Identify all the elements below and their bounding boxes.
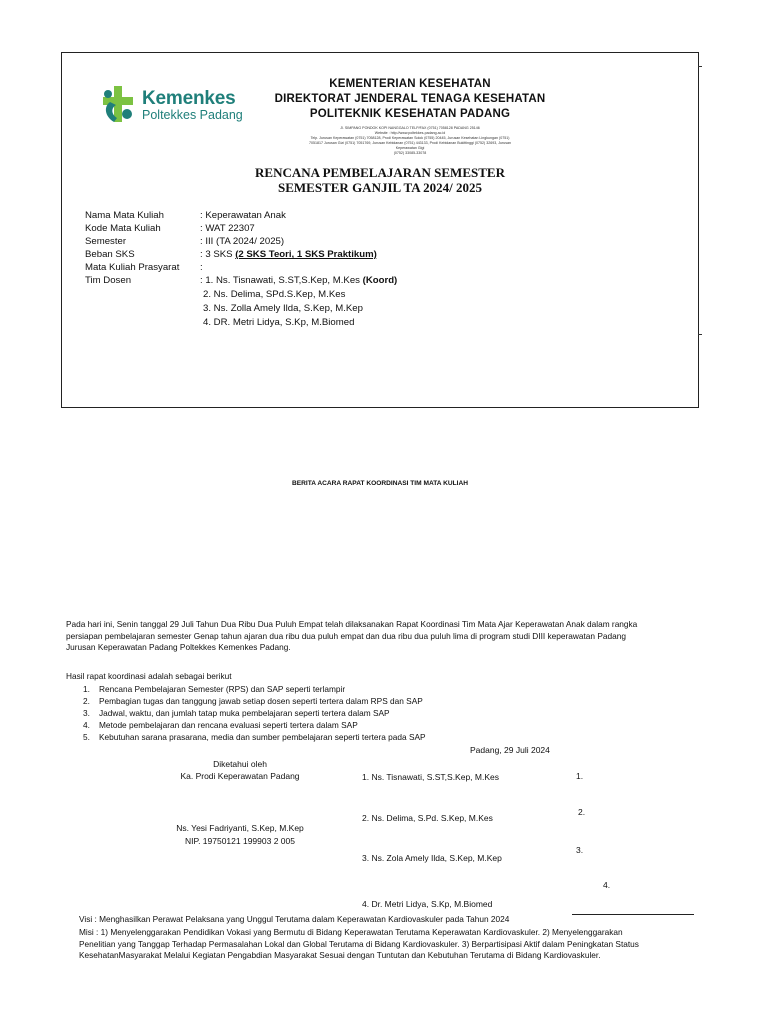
course-label: Mata Kuliah Prasyarat bbox=[85, 262, 180, 273]
list-number: 4. bbox=[83, 720, 90, 730]
list-item bbox=[83, 720, 358, 732]
course-value-wrap bbox=[200, 249, 377, 260]
course-value: : Keperawatan Anak bbox=[200, 210, 286, 221]
paragraph-line: Jurusan Keperawatan Padang Poltekkes Kemenkes Padang. bbox=[66, 642, 291, 653]
footer-rule bbox=[572, 914, 694, 915]
address-line: Website : http://www.poltekkes-padang.ac.id bbox=[374, 131, 446, 135]
header-institution: POLITEKNIK KESEHATAN PADANG bbox=[309, 108, 511, 120]
course-label: Nama Mata Kuliah bbox=[85, 210, 164, 221]
misi-line: Misi : 1) Menyelenggarakan Pendidikan Vokasi yang Bermutu di Bidang Keperawatan Terutama Keperawatan Kardiovaskuler. 2) Menyelenggarakan bbox=[79, 927, 623, 937]
course-value-wrap bbox=[200, 275, 397, 286]
list-text: Kebutuhan sarana prasarana, media dan sumber pembelajaran seperti tertera pada SAP bbox=[99, 732, 426, 742]
list-number: 3. bbox=[83, 708, 90, 718]
credits-breakdown: (2 SKS Teori, 1 SKS Praktikum) bbox=[235, 249, 377, 260]
list-number: 5. bbox=[83, 732, 90, 742]
course-value: : 3 SKS bbox=[200, 249, 236, 260]
course-value: : III (TA 2024/ 2025) bbox=[200, 236, 285, 247]
paragraph-line: persiapan pembelajaran semester Genap tahun ajaran dua ribu dua puluh empat dan dua ribu dua puluh lima di program studi DIII keperawatan Padang bbox=[66, 630, 626, 641]
lecturer-item: 2. Ns. Delima, SPd.S.Kep, M.Kes bbox=[203, 289, 346, 300]
list-number: 2. bbox=[83, 696, 90, 706]
head-nip: NIP. 19750121 199903 2 005 bbox=[185, 836, 295, 846]
address-line: Telp. Jurusan Keperawatan (0751) 7058128, Prodi Keperawatan Solok (0755) 20445, Jurusan Kesehatan Lingkungan (0751) bbox=[310, 136, 510, 140]
list-item bbox=[83, 732, 426, 744]
member-name: 4. Dr. Metri Lidya, S.Kp, M.Biomed bbox=[362, 899, 493, 909]
member-name: 2. Ns. Delima, S.Pd. S.Kep, M.Kes bbox=[362, 813, 493, 823]
margin-tick bbox=[698, 334, 702, 335]
kemenkes-logo-icon bbox=[100, 84, 136, 124]
course-value: : 1. Ns. Tisnawati, S.ST,S.Kep, M.Kes bbox=[200, 275, 363, 286]
address-line: Keperawatan Gigi bbox=[395, 146, 425, 150]
course-value: : WAT 22307 bbox=[200, 223, 255, 234]
signature-mark: 3. bbox=[576, 845, 584, 855]
list-text: Rencana Pembelajaran Semester (RPS) dan SAP seperti terlampir bbox=[99, 684, 346, 694]
logo-name: Kemenkes bbox=[142, 88, 236, 109]
address-line: 7051817 Jurusan Gizi (0751) 7051769, Jurusan Kebidanan (0751) 443133, Prodi Kebidanan Bukittinggi (0752) 32693, Jurusan bbox=[309, 141, 511, 145]
signature-mark: 4. bbox=[603, 880, 611, 890]
known-by: Diketahui oleh bbox=[213, 759, 267, 769]
logo-subname: Poltekkes Padang bbox=[142, 108, 243, 122]
rps-semester: SEMESTER GANJIL TA 2024/ 2025 bbox=[278, 180, 482, 195]
lecturer-item: 4. DR. Metri Lidya, S.Kp, M.Biomed bbox=[203, 317, 355, 328]
head-name: Ns. Yesi Fadriyanti, S.Kep, M.Kep bbox=[176, 823, 304, 833]
margin-tick bbox=[698, 66, 702, 67]
misi-block bbox=[79, 927, 719, 962]
address-line: (0752) 33085-33078 bbox=[393, 151, 427, 155]
address-line: Jl. SIMPANG PONDOK KOPI NANGGALO TELP/FAX (0751) 7058128 PADANG 25146 bbox=[340, 126, 480, 130]
course-label: Beban SKS bbox=[85, 249, 135, 260]
course-label: Semester bbox=[85, 236, 127, 247]
signature-mark: 2. bbox=[578, 807, 586, 817]
visi-text: Visi : Menghasilkan Perawat Pelaksana yang Unggul Terutama dalam Keperawatan Kardiovaskuler pada Tahun 2024 bbox=[79, 914, 510, 924]
hasil-label: Hasil rapat koordinasi adalah sebagai berikut bbox=[66, 671, 232, 681]
course-label: Tim Dosen bbox=[85, 275, 132, 286]
course-label: Kode Mata Kuliah bbox=[85, 223, 161, 234]
head-position: Ka. Prodi Keperawatan Padang bbox=[180, 771, 300, 781]
rps-title: RENCANA PEMBELAJARAN SEMESTER bbox=[255, 165, 505, 180]
course-info bbox=[85, 210, 585, 335]
list-number: 1. bbox=[83, 684, 90, 694]
list-text: Metode pembelajaran dan rencana evaluasi seperti tertera dalam SAP bbox=[99, 720, 358, 730]
coordinator-tag: (Koord) bbox=[362, 275, 398, 286]
berita-acara-title: BERITA ACARA RAPAT KOORDINASI TIM MATA KULIAH bbox=[291, 480, 469, 487]
berita-paragraph bbox=[66, 619, 716, 654]
header-ministry: KEMENTERIAN KESEHATAN bbox=[329, 78, 491, 90]
list-item bbox=[83, 696, 423, 708]
course-value: : bbox=[200, 262, 203, 273]
member-name: 3. Ns. Zola Amely Ilda, S.Kep, M.Kep bbox=[362, 853, 502, 863]
list-text: Pembagian tugas dan tanggung jawab setiap dosen seperti tertera dalam RPS dan SAP bbox=[99, 696, 423, 706]
misi-line: KesehatanMasyarakat Melalui Kegiatan Pengabdian Masyarakat Sesuai dengan Tuntutan dan Kebutuhan Terutama di Bidang Kardiovaskuler. bbox=[79, 950, 601, 961]
signature-mark: 1. bbox=[576, 771, 584, 781]
paragraph-line: Pada hari ini, Senin tanggal 29 Juli Tahun Dua Ribu Dua Puluh Empat telah dilaksanakan Rapat Koordinasi Tim Mata Ajar Keperawatan Anak dalam rangka bbox=[66, 619, 638, 629]
header-directorate: DIREKTORAT JENDERAL TENAGA KESEHATAN bbox=[274, 93, 546, 105]
list-text: Jadwal, waktu, dan jumlah tatap muka pembelajaran seperti tertera dalam SAP bbox=[99, 708, 390, 718]
place-date: Padang, 29 Juli 2024 bbox=[470, 745, 550, 755]
lecturer-item: 3. Ns. Zolla Amely Ilda, S.Kep, M.Kep bbox=[203, 303, 363, 314]
hasil-list bbox=[83, 684, 643, 744]
list-item bbox=[83, 708, 390, 720]
header-address bbox=[230, 126, 590, 156]
member-name: 1. Ns. Tisnawati, S.ST,S.Kep, M.Kes bbox=[362, 772, 499, 782]
misi-line: Penelitian yang Tanggap Terhadap Permasalahan Lokal dan Global Terutama di Bidang Kardiovaskuler. 3) Berpartisipasi Aktif dalam Peningkatan Status bbox=[79, 938, 639, 949]
list-item bbox=[83, 684, 345, 696]
